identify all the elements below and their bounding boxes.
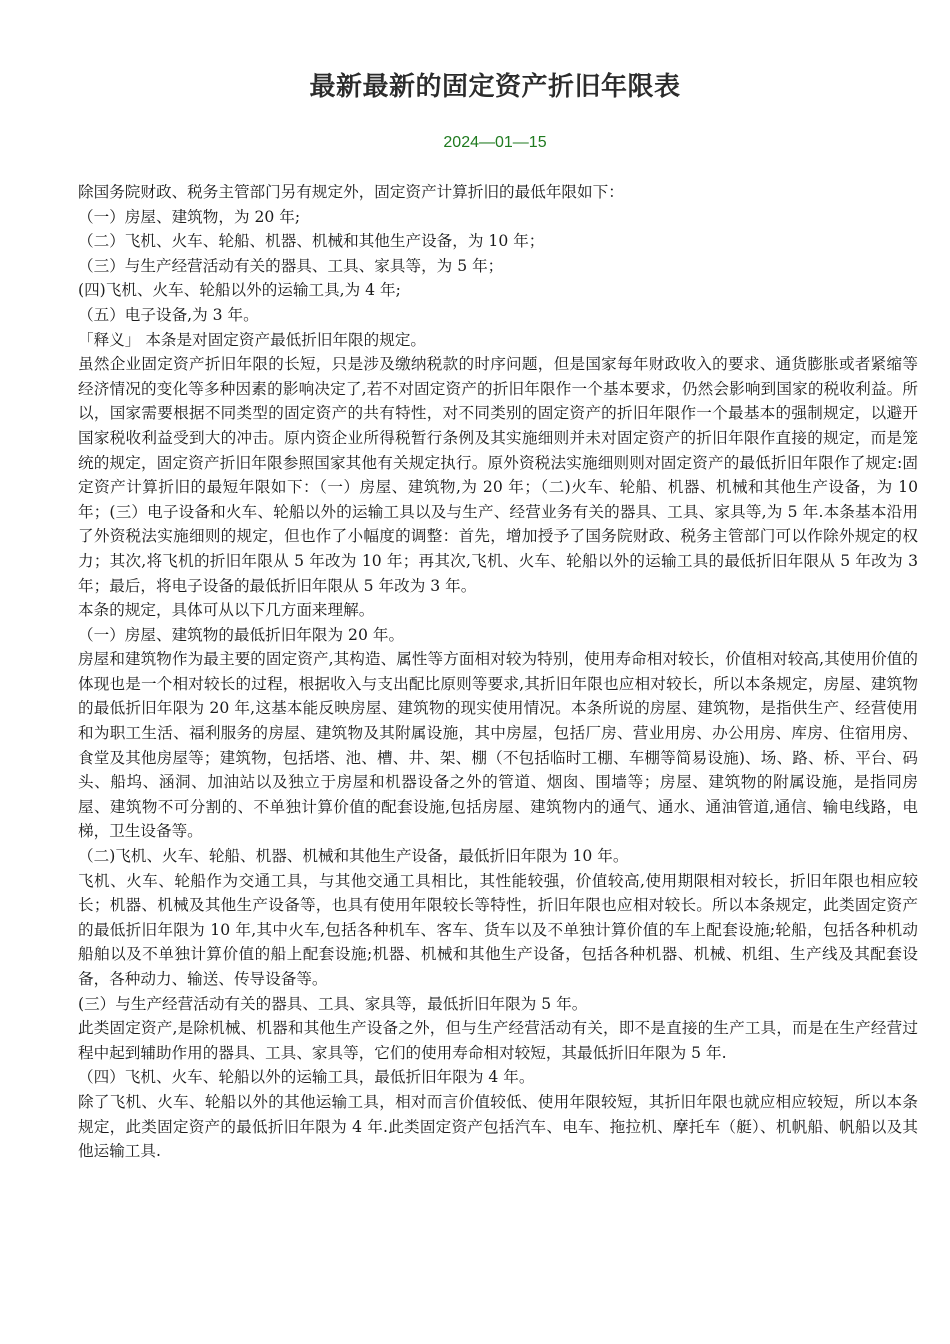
paragraph: （二）飞机、火车、轮船、机器、机械和其他生产设备，为 10 年； (78, 232, 545, 251)
paragraph: (三）与生产经营活动有关的器具、工具、家具等，最低折旧年限为 5 年。 (78, 994, 588, 1013)
paragraph: （五）电子设备,为 3 年。 (78, 305, 259, 324)
document-date: 2024—01—15 (443, 134, 547, 151)
document-body (78, 180, 918, 1164)
document-title: 最新最新的固定资产折旧年限表 (309, 72, 681, 102)
paragraph: （二)飞机、火车、轮船、机器、机械和其他生产设备，最低折旧年限为 10 年。 (78, 847, 629, 866)
paragraph: 「释义」 本条是对固定资产最低折旧年限的规定。 (78, 330, 427, 349)
paragraph: 除国务院财政、税务主管部门另有规定外，固定资产计算折旧的最低年限如下： (78, 183, 624, 201)
paragraph: 飞机、火车、轮船作为交通工具，与其他交通工具相比，其性能较强，价值较高,使用期限相对较长，折旧年限也相应较长；机器、机械及其他生产设备等，也具有使用年限较长等特性，折旧年限也应相对较长。所以本条规定，此类固定资产的最低折旧年限为 10 年,其中火车,包括各种机车、客车、货车以及不单独计算价值的车上配套设施;轮船，包括各种机动船舶以及不单独计算价值的船上配套设施;机器、机械和其他生产设备，包括各种机器、机械、机组、生产线及其配套设备，各种动力、输送、传导设备等。 (78, 871, 918, 988)
paragraph: （一）房屋、建筑物，为 20 年; (78, 207, 301, 226)
paragraph: 虽然企业固定资产折旧年限的长短，只是涉及缴纳税款的时序问题，但是国家每年财政收入的要求、通货膨胀或者紧缩等经济情况的变化等多种因素的影响决定了,若不对固定资产的折旧年限作一个基本要求，仍然会影响到国家的税收利益。所以，国家需要根据不同类型的固定资产的共有特性，对不同类别的固定资产的折旧年限作一个最基本的强制规定，以避开国家税收利益受到大的冲击。原内资企业所得税暂行条例及其实施细则并未对固定资产的折旧年限作直接的规定，而是笼统的规定，固定资产折旧年限参照国家其他有关规定执行。原外资税法实施细则则对固定资产的最低折旧年限作了规定:固定资产计算折旧的最短年限如下：（一）房屋、建筑物,为 20 年；（二)火车、轮船、机器、机械和其他生产设备，为 10 年；(三）电子设备和火车、轮船以外的运输工具以及与生产、经营业务有关的器具、工具、家具等,为 5 年.本条基本沿用了外资税法实施细则的规定，但也作了小幅度的调整：首先，增加授予了国务院财政、税务主管部门可以作除外规定的权力；其次,将飞机的折旧年限从 5 年改为 10 年；再其次,飞机、火车、轮船以外的运输工具的最低折旧年限从 5 年改为 3 年；最后，将电子设备的最低折旧年限从 5 年改为 3 年。 (78, 355, 918, 595)
paragraph: （三）与生产经营活动有关的器具、工具、家具等，为 5 年； (78, 256, 504, 275)
paragraph: 除了飞机、火车、轮船以外的其他运输工具，相对而言价值较低、使用年限较短，其折旧年限也就应相应较短，所以本条规定，此类固定资产的最低折旧年限为 4 年.此类固定资产包括汽车、电车、拖拉机、摩托车（艇）、机帆船、帆船以及其他运输工具. (78, 1092, 918, 1161)
paragraph: 本条的规定，具体可从以下几方面来理解。 (78, 601, 375, 620)
paragraph: （四）飞机、火车、轮船以外的运输工具，最低折旧年限为 4 年。 (78, 1068, 535, 1087)
paragraph: （一）房屋、建筑物的最低折旧年限为 20 年。 (78, 625, 405, 644)
paragraph: 此类固定资产,是除机械、机器和其他生产设备之外，但与生产经营活动有关，即不是直接的生产工具，而是在生产经营过程中起到辅助作用的器具、工具、家具等，它们的使用寿命相对较短，其最低折旧年限为 5 年. (78, 1019, 918, 1062)
paragraph: 房屋和建筑物作为最主要的固定资产,其构造、属性等方面相对较为特别，使用寿命相对较长，价值相对较高,其使用价值的体现也是一个相对较长的过程，根据收入与支出配比原则等要求,其折旧年限也应相对较长，所以本条规定，房屋、建筑物的最低折旧年限为 20 年,这基本能反映房屋、建筑物的现实使用情况。本条所说的房屋、建筑物，是指供生产、经营使用和为职工生活、福利服务的房屋、建筑物及其附属设施，其中房屋，包括厂房、营业用房、办公用房、库房、住宿用房、食堂及其他房屋等；建筑物，包括塔、池、槽、井、架、棚（不包括临时工棚、车棚等简易设施)、场、路、桥、平台、码头、船坞、涵洞、加油站以及独立于房屋和机器设备之外的管道、烟囱、围墙等；房屋、建筑物的附属设施，是指同房屋、建筑物不可分割的、不单独计算价值的配套设施,包括房屋、建筑物内的通气、通水、通油管道,通信、输电线路，电梯，卫生设备等。 (78, 650, 918, 841)
paragraph: (四)飞机、火车、轮船以外的运输工具,为 4 年; (78, 281, 401, 300)
